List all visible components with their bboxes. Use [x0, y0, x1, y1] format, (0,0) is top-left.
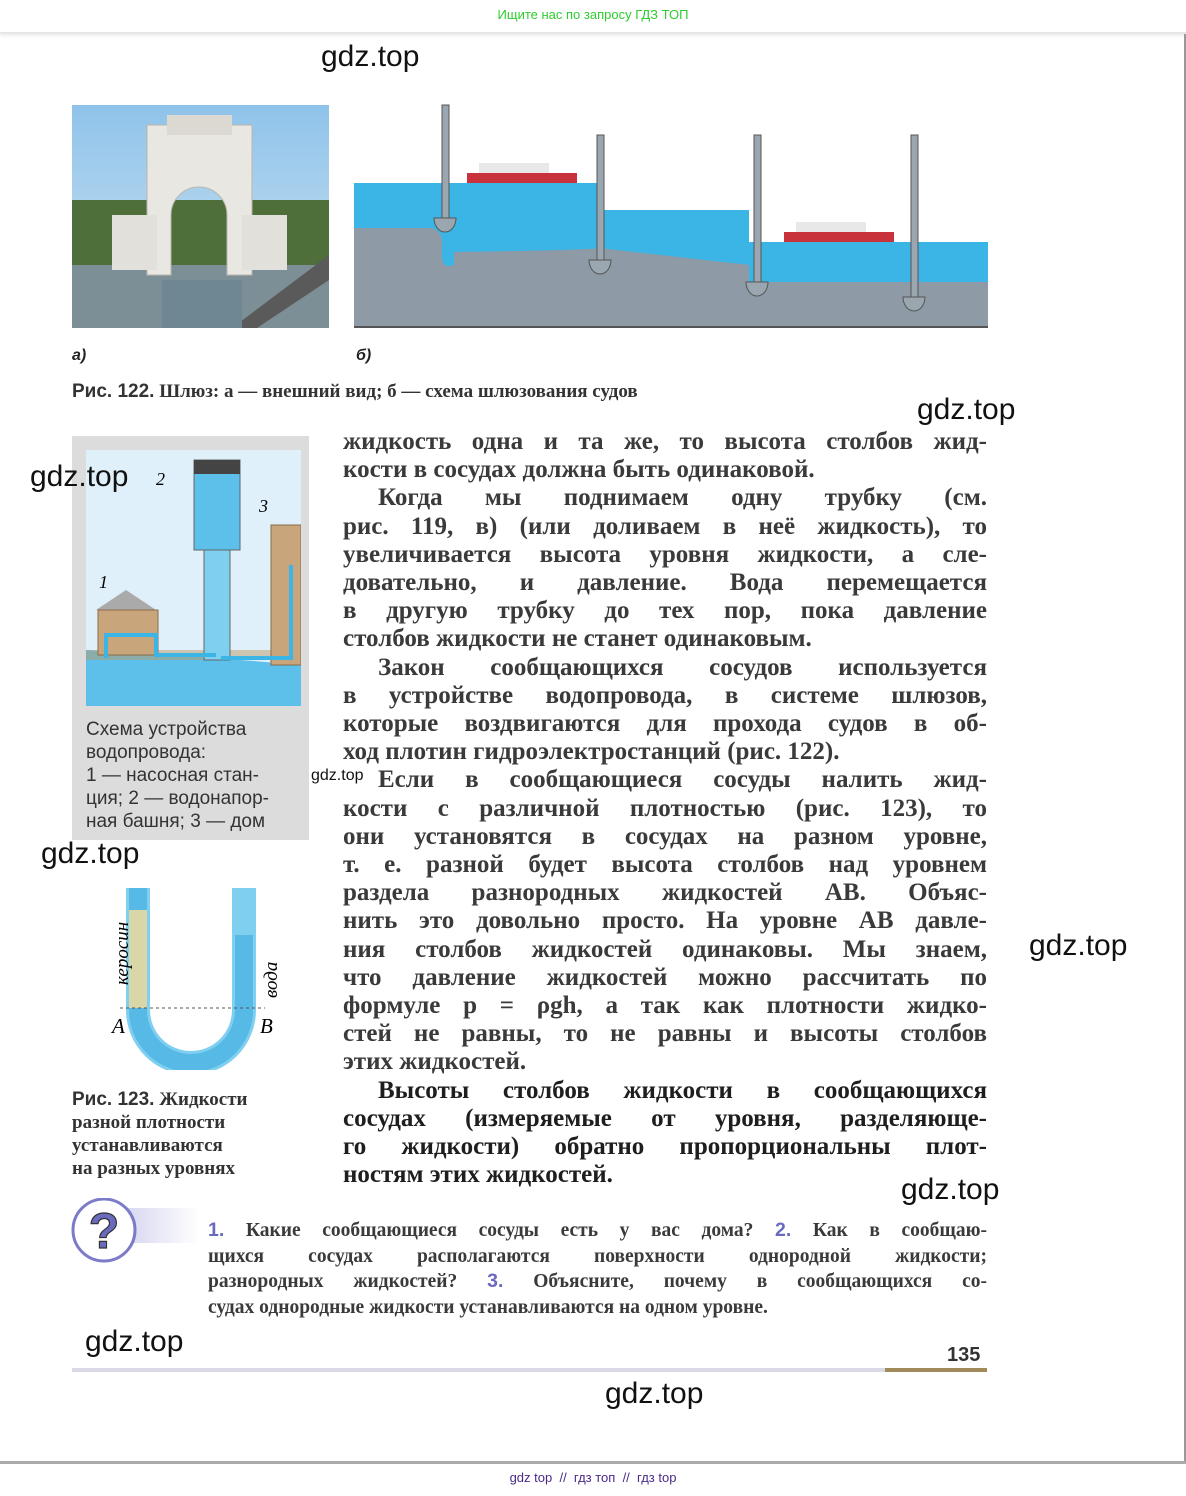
footer-link[interactable]: гдз топ: [573, 1470, 616, 1485]
caption-line: разной плотности: [72, 1112, 226, 1133]
label-2: 2: [156, 469, 165, 489]
text-line: Если в сообщающиеся сосуды налить жид-: [378, 766, 987, 794]
bottom-divider: [0, 1461, 1186, 1464]
svg-text:?: ?: [88, 1203, 120, 1259]
watermark: gdz.top: [1029, 929, 1128, 962]
review-questions: [208, 1218, 987, 1320]
caption-line: ция; 2 — водонапор-: [86, 788, 269, 809]
text-line: ностям этих жидкостей.: [343, 1161, 613, 1189]
question-line: [208, 1218, 987, 1244]
caption-line: Жидкости: [159, 1089, 248, 1110]
label-water: вода: [261, 961, 282, 998]
text-line: стей не равны, то не равны и высоты столбов: [343, 1020, 987, 1048]
text-line: рис. 119, в) (или доливаем в неё жидкость), то: [343, 512, 987, 540]
question-line: [208, 1269, 987, 1295]
ship: [467, 163, 577, 183]
caption-line: на разных уровнях: [72, 1158, 236, 1179]
text-line: в устройстве водопровода, в системе шлюзов,: [343, 681, 987, 709]
label-A: A: [112, 1014, 125, 1038]
footer-link[interactable]: gdz top: [509, 1470, 553, 1485]
text-line: кости в сосудах должна быть одинаковой.: [343, 456, 815, 484]
text-line: столбов жидкости не станет одинаковым.: [343, 625, 812, 653]
caption-line: устанавливаются: [72, 1135, 223, 1156]
text-line: го жидкости) обратно пропорциональны плот-: [343, 1133, 987, 1160]
text-line: сосудах (измеряемые от уровня, разделяюще-: [343, 1104, 987, 1132]
question-text: судах однородные жидкости устанавливаются на одном уровне.: [208, 1296, 768, 1318]
watermark: gdz.top: [917, 393, 1016, 426]
watermark: gdz.top: [85, 1325, 184, 1358]
label-kerosene: керосин: [112, 921, 133, 985]
caption-line: ная башня; 3 — дом: [86, 811, 266, 832]
label-B: B: [260, 1014, 273, 1038]
text-line: ход плотин гидроэлектростанций (рис. 122).: [343, 738, 840, 766]
question-text: Как в сообщаю-: [791, 1220, 987, 1241]
caption-lead: Рис. 123.: [72, 1089, 155, 1110]
footer-rule: [72, 1368, 987, 1372]
question-text: разнородных жидкостей?: [208, 1271, 488, 1292]
text-line: которые воздвигаются для прохода судов в об-: [343, 710, 987, 737]
text-line: т. е. разной будет высота столбов над уровнем: [343, 851, 987, 878]
text-line: формуле p = ρgh, а так как плотности жидко-: [343, 992, 987, 1019]
watermark: gdz.top: [30, 460, 129, 493]
figure-label-b: б): [356, 347, 372, 364]
label-1: 1: [99, 572, 108, 592]
page-number: 135: [947, 1344, 981, 1366]
question-line: [208, 1295, 987, 1321]
text-line: раздела разнородных жидкостей AB. Объяс-: [343, 879, 987, 907]
watermark: gdz.top: [605, 1377, 704, 1410]
figure-123-caption: [72, 1088, 247, 1180]
separator: //: [559, 1470, 567, 1485]
lock-photo: [72, 105, 329, 328]
text-line: довательно, и давление. Вода перемещается: [343, 569, 987, 596]
text-line: увеличивается высота уровня жидкости, а сле-: [343, 540, 987, 568]
caption-line: водопровода:: [86, 742, 207, 763]
footer-link[interactable]: гдз top: [637, 1470, 677, 1485]
watermark: gdz.top: [311, 767, 364, 784]
text-line: в другую трубку до тех пор, пока давление: [343, 597, 987, 625]
u-tube-diagram: [100, 880, 290, 1070]
figure-label-a: а): [72, 347, 87, 364]
text-line: Когда мы поднимаем одну трубку (см.: [378, 484, 987, 512]
question-number: 3.: [487, 1270, 504, 1292]
text-line: что давление жидкостей можно рассчитать по: [343, 963, 987, 991]
text-line: нить это довольно просто. На уровне AB давле-: [343, 907, 987, 935]
watermark: gdz.top: [321, 40, 420, 73]
question-text: щихся сосудах располагаются поверхности однородной жидкости;: [208, 1245, 987, 1267]
caption-text: Шлюз: а — внешний вид; б — схема шлюзования судов: [159, 381, 638, 402]
watermark: gdz.top: [901, 1173, 1000, 1206]
text-line: жидкость одна и та же, то высота столбов жид-: [343, 428, 987, 455]
label-3: 3: [259, 496, 268, 516]
text-line: Закон сообщающихся сосудов используется: [378, 653, 987, 681]
water-supply-caption: [86, 718, 269, 833]
watermark: gdz.top: [41, 837, 140, 870]
text-line: этих жидкостей.: [343, 1048, 527, 1076]
question-text: Объясните, почему в сообщающихся со-: [503, 1271, 987, 1292]
text-line: ния столбов жидкостей одинаковы. Мы знаем,: [343, 935, 987, 963]
text-line: Высоты столбов жидкости в сообщающихся: [378, 1076, 987, 1104]
separator: //: [622, 1470, 630, 1485]
footer-links: [0, 1470, 1186, 1485]
text-line: кости с различной плотностью (рис. 123), то: [343, 794, 987, 822]
text-line: они установятся в сосудах на разном уровне,: [343, 822, 987, 850]
caption-line: Схема устройства: [86, 719, 247, 740]
lock-scheme-diagram: [354, 100, 988, 330]
question-number: 2.: [775, 1219, 792, 1241]
figure-122-caption: [72, 381, 638, 403]
caption-line: 1 — насосная стан-: [86, 765, 259, 786]
question-text: Какие сообщающиеся сосуды есть у вас дома?: [224, 1220, 776, 1241]
question-line: [208, 1244, 987, 1270]
top-banner-text: Ищите нас по запросу ГДЗ ТОП: [497, 7, 689, 22]
question-number: 1.: [208, 1219, 225, 1241]
caption-lead: Рис. 122.: [72, 381, 155, 402]
top-banner: [0, 0, 1186, 34]
question-icon: [70, 1198, 200, 1266]
